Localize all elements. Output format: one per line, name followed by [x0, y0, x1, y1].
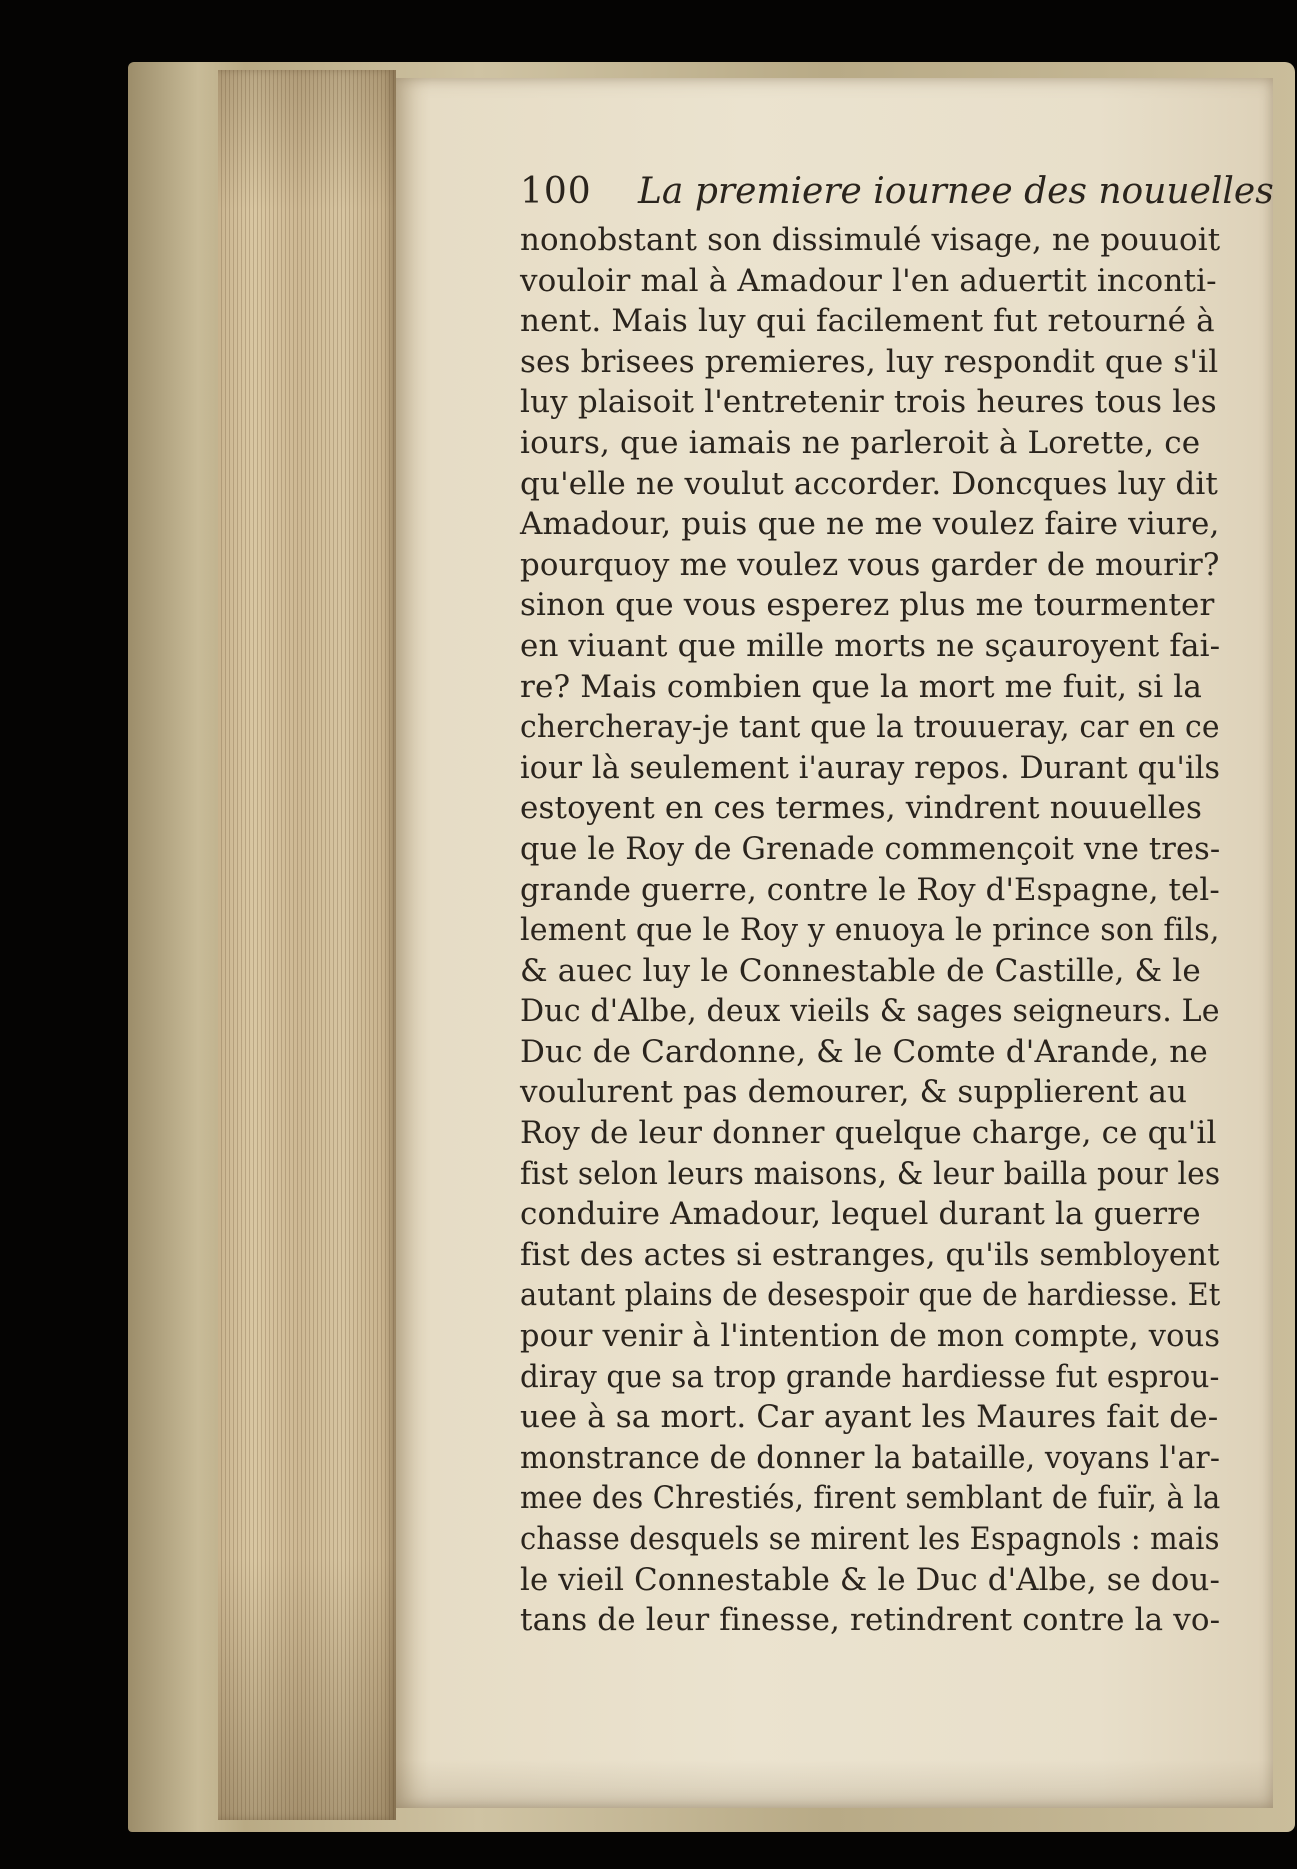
text-line: fist selon leurs maisons, & leur bailla pour les — [520, 1155, 1221, 1192]
text-line: lement que le Roy y enuoya le prince son fils, — [520, 912, 1220, 949]
text-line: qu'elle ne voulut accorder. Doncques luy dit — [520, 465, 1219, 502]
text-line: pour venir à l'intention de mon compte, vous — [520, 1318, 1221, 1355]
text-line: Duc de Cardonne, & le Comte d'Arande, ne — [520, 1033, 1208, 1070]
text-line: iours, que iamais ne parleroit à Lorette, ce — [520, 424, 1201, 461]
page-edges-shadow — [218, 70, 396, 1820]
text-line: re? Mais combien que la mort me fuit, si la — [520, 668, 1202, 705]
text-line: sinon que vous esperez plus me tourmenter — [520, 587, 1215, 624]
text-line: nent. Mais luy qui facilement fut retourné à — [520, 303, 1215, 340]
text-line: iour là seulement i'auray repos. Durant qu'ils — [520, 749, 1221, 786]
text-line: pourquoy me voulez vous garder de mourir? — [520, 546, 1220, 583]
text-line: le vieil Connestable & le Duc d'Albe, se dou- — [520, 1561, 1221, 1598]
text-line: en viuant que mille morts ne sçauroyent fai- — [520, 627, 1221, 664]
text-line: grande guerre, contre le Roy d'Espagne, tel- — [520, 871, 1220, 908]
text-line: diray que sa trop grande hardiesse fut esprou- — [520, 1358, 1220, 1395]
text-line: chasse desquels se mirent les Espagnols : mais — [520, 1521, 1220, 1557]
body-text — [520, 220, 1220, 1641]
text-line: voulurent pas demourer, & supplierent au — [520, 1074, 1188, 1111]
text-line: chercheray-je tant que la trouueray, car en ce — [520, 709, 1220, 746]
text-line: Roy de leur donner quelque charge, ce qu'il — [520, 1115, 1217, 1152]
text-line: mee des Chrestiés, firent semblant de fuïr, à la — [520, 1480, 1221, 1517]
text-line: conduire Amadour, lequel durant la guerre — [520, 1196, 1201, 1233]
text-line: estoyent en ces termes, vindrent nouuelles — [520, 790, 1203, 827]
page-bottom-shadow — [396, 1760, 1273, 1808]
text-line: ses brisees premieres, luy respondit que s'il — [520, 343, 1219, 380]
page-text-block — [520, 164, 1274, 1641]
running-title: La premiere iournee des nouuelles — [638, 171, 1274, 212]
text-line: fist des actes si estranges, qu'ils sembloyent — [520, 1236, 1220, 1273]
text-line: tans de leur finesse, retindrent contre la vo- — [520, 1602, 1221, 1639]
text-line: monstrance de donner la bataille, voyans l'ar- — [520, 1439, 1221, 1476]
text-line: Duc d'Albe, deux vieils & sages seigneurs. Le — [520, 993, 1220, 1030]
text-line: que le Roy de Grenade commençoit vne tres- — [520, 830, 1221, 867]
page-header — [520, 164, 1274, 220]
text-line: & auec luy le Connestable de Castille, & le — [520, 952, 1201, 989]
text-line: uee à sa mort. Car ayant les Maures fait de- — [520, 1399, 1219, 1436]
text-line: vouloir mal à Amadour l'en aduertit inconti- — [520, 262, 1217, 299]
text-line: autant plains de desespoir que de hardiesse. Et — [520, 1277, 1221, 1314]
text-line: nonobstant son dissimulé visage, ne pouuoit — [520, 222, 1221, 258]
text-line: Amadour, puis que ne me voulez faire viure, — [520, 506, 1220, 543]
text-line: luy plaisoit l'entretenir trois heures tous les — [520, 384, 1217, 421]
page-number: 100 — [520, 171, 592, 212]
